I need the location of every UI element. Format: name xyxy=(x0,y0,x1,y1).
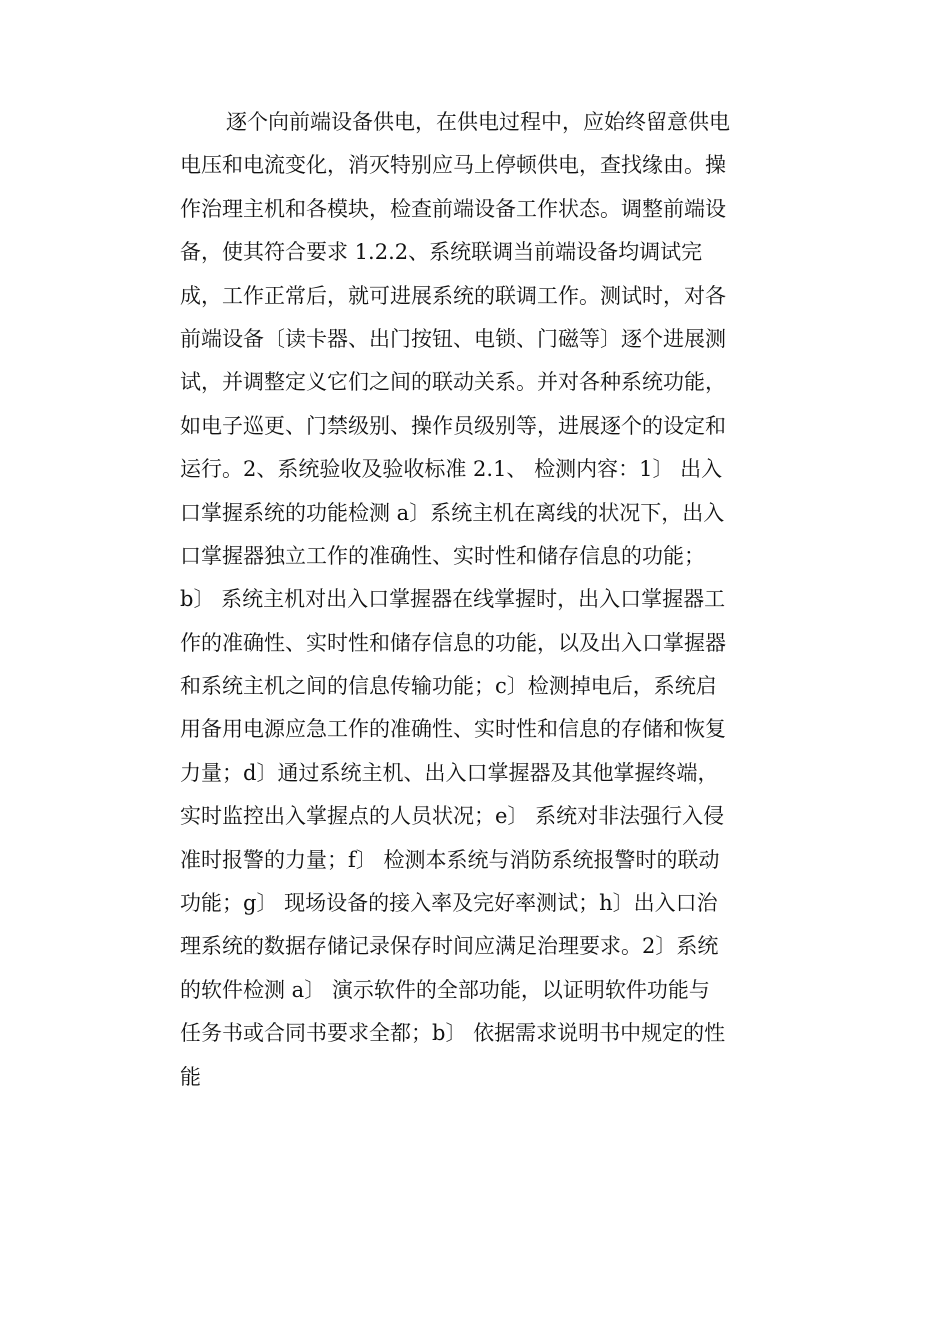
text-line: b〕 系统主机对出入口掌握器在线掌握时，出入口掌握器工 xyxy=(180,587,726,612)
text-line: 理系统的数据存储记录保存时间应满足治理要求。2〕系统 xyxy=(180,934,719,959)
text-line: 能 xyxy=(180,1064,201,1089)
text-line: 运行。2、系统验收及验收标准 2.1、 检测内容：1〕 出入 xyxy=(180,457,723,482)
text-line: 功能；g〕 现场设备的接入率及完好率测试；h〕出入口治 xyxy=(180,891,718,916)
text-line: 备，使其符合要求 1.2.2、系统联调当前端设备均调试完 xyxy=(180,240,703,265)
text-line: 用备用电源应急工作的准确性、实时性和信息的存储和恢复 xyxy=(180,717,726,742)
body-text xyxy=(180,101,770,1099)
text-line: 的软件检测 a〕 演示软件的全部功能，以证明软件功能与 xyxy=(180,977,710,1002)
text-line: 力量；d〕通过系统主机、出入口掌握器及其他掌握终端， xyxy=(180,760,719,785)
text-line: 口掌握器独立工作的准确性、实时性和储存信息的功能； xyxy=(180,543,705,568)
text-line: 实时监控出入掌握点的人员状况；e〕 系统对非法强行入侵 xyxy=(180,804,725,829)
text-line: 作的准确性、实时性和储存信息的功能，以及出入口掌握器 xyxy=(180,630,726,655)
text-line: 成，工作正常后，就可进展系统的联调工作。测试时，对各 xyxy=(180,283,726,308)
text-line: 电压和电流变化，消灭特别应马上停顿供电，查找缘由。操 xyxy=(180,153,726,178)
text-line: 如电子巡更、门禁级别、操作员级别等，进展逐个的设定和 xyxy=(180,413,726,438)
text-line: 准时报警的力量；f〕 检测本系统与消防系统报警时的联动 xyxy=(180,847,720,872)
text-line: 试，并调整定义它们之间的联动关系。并对各种系统功能， xyxy=(180,370,726,395)
text-line: 和系统主机之间的信息传输功能；c〕检测掉电后，系统启 xyxy=(180,674,717,699)
text-line: 口掌握系统的功能检测 a〕系统主机在离线的状况下，出入 xyxy=(180,500,725,525)
text-line: 作治理主机和各模块，检查前端设备工作状态。调整前端设 xyxy=(180,196,726,221)
text-line: 任务书或合同书要求全都；b〕 依据需求说明书中规定的性 xyxy=(180,1021,726,1046)
text-line: 逐个向前端设备供电，在供电过程中，应始终留意供电 xyxy=(226,110,730,134)
text-line: 前端设备〔读卡器、出门按钮、电锁、门磁等〕逐个进展测 xyxy=(180,326,726,351)
